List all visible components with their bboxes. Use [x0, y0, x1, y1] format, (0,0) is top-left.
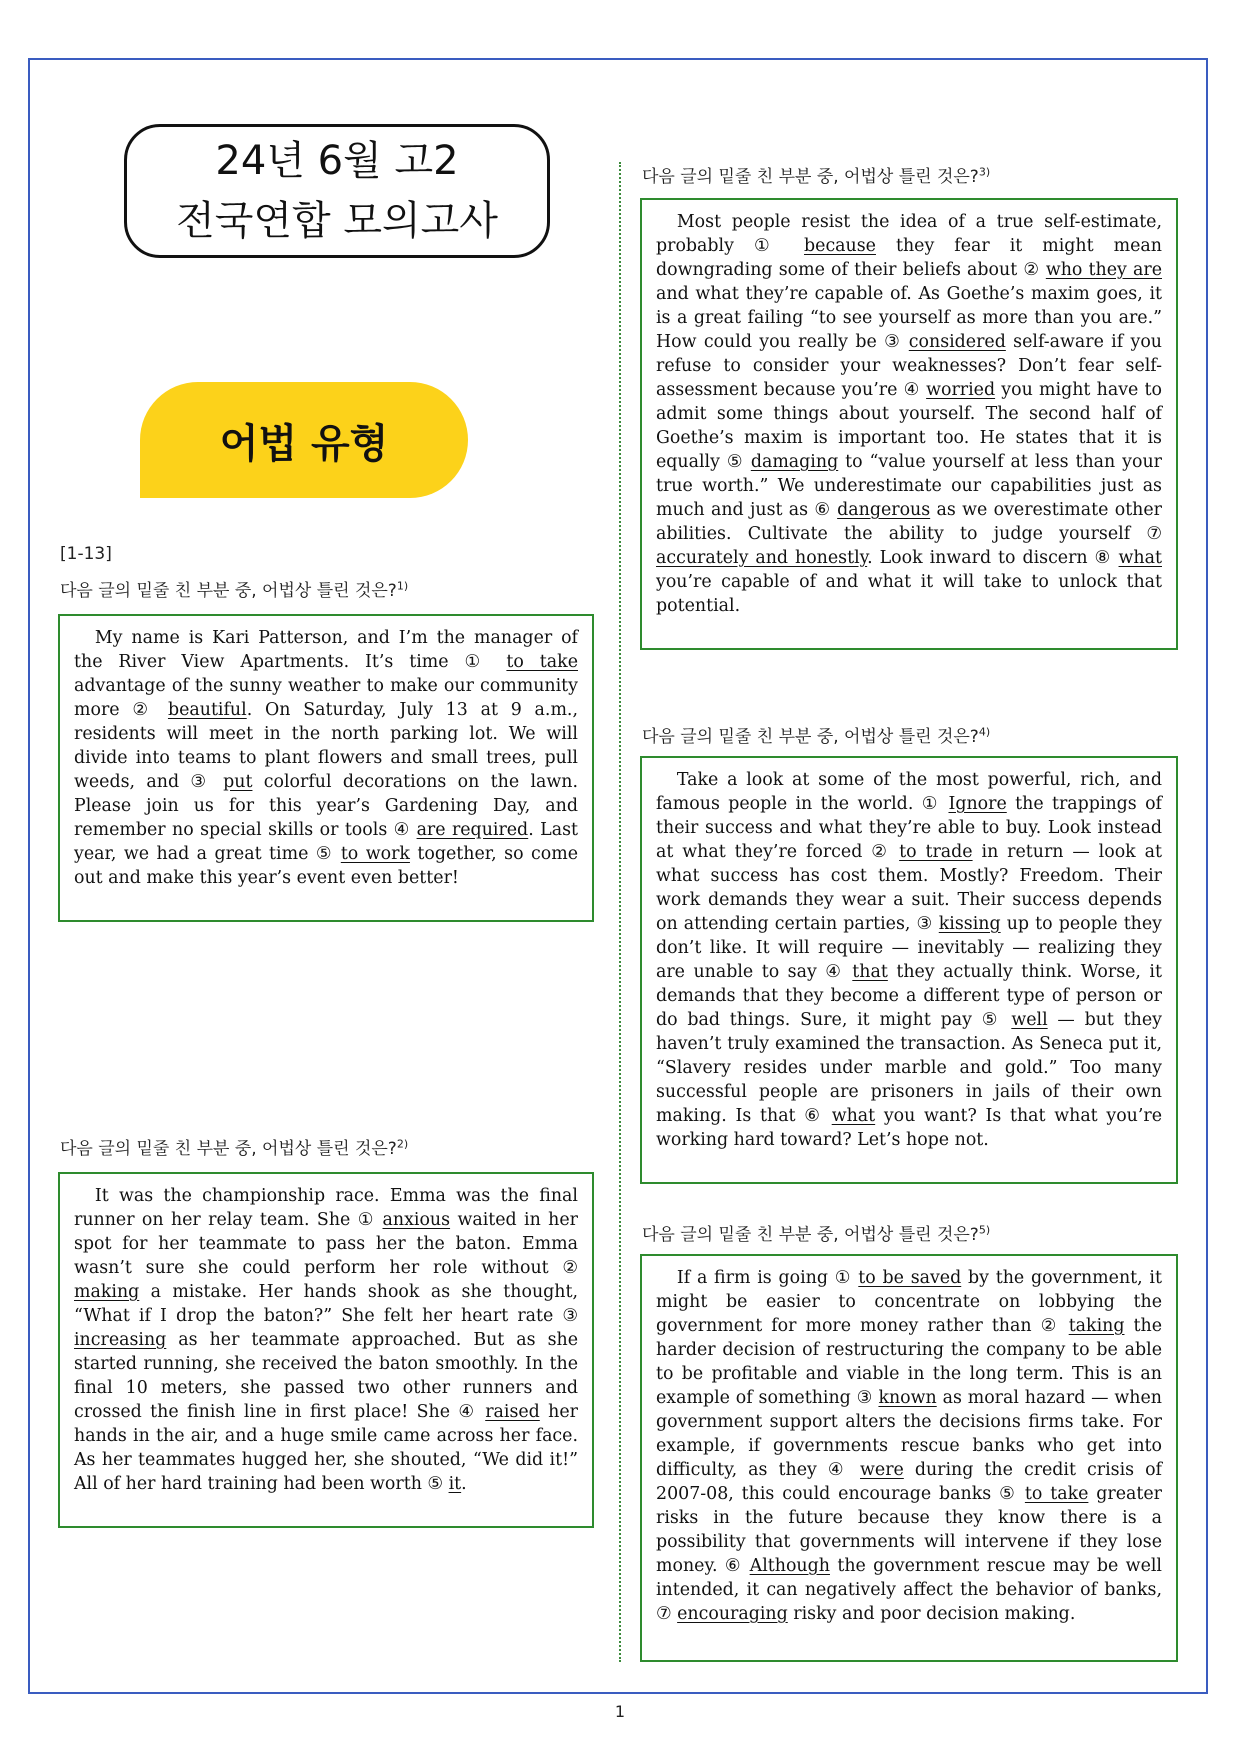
passage-segment: as her teammate approached. But as she started running, she received the baton smoothly. In the final 10 meters, she passed two other runners and crossed the finish line in first place! She ④: [74, 1330, 578, 1422]
underlined-choice: Although: [749, 1556, 830, 1576]
underlined-choice: damaging: [750, 452, 839, 472]
underlined-choice: known: [878, 1388, 937, 1408]
passage-segment: you might have to admit some things about yourself. The second half of Goethe’s maxim is important too. He states that it is equally ⑤: [656, 380, 1163, 472]
passage-segment: self-aware if you refuse to consider your weaknesses? Don’t fear self-assessment because you’re ④: [656, 332, 1162, 400]
passage-box-5: [640, 1254, 1178, 1662]
passage-segment: during the credit crisis of 2007-08, this could encourage banks ⑤: [656, 1460, 1162, 1504]
underlined-choice: to take: [506, 652, 578, 672]
passage-segment: the government rescue may be well intended, it can negatively affect the behavior of banks, ⑦: [656, 1556, 1162, 1624]
underlined-choice: beautiful: [167, 700, 247, 720]
passage-segment: It was the championship race. Emma was the final runner on her relay team. She ①: [74, 1186, 578, 1230]
underlined-choice: encouraging: [677, 1604, 788, 1624]
passage-segment: Take a look at some of the most powerful, rich, and famous people in the world. ①: [656, 770, 1162, 814]
underlined-choice: taking: [1068, 1316, 1125, 1336]
passage-text: [74, 626, 578, 890]
underlined-choice: put: [223, 772, 253, 792]
passage-box-2: [58, 1172, 594, 1528]
underlined-choice: what: [1118, 548, 1162, 568]
question-title-5: [642, 1220, 990, 1245]
passage-segment: Most people resist the idea of a true self-estimate, probably ①: [656, 212, 1162, 256]
underlined-choice: making: [74, 1282, 140, 1302]
passage-segment: by the government, it might be easier to concentrate on lobbying the government for more money rather than ②: [656, 1268, 1162, 1336]
page-number: 1: [614, 1702, 626, 1721]
underlined-choice: anxious: [382, 1210, 451, 1230]
passage-segment: in return — look at what success has cost them. Mostly? Freedom. Their work demands they wear a suit. Their success depends on attending certain parties, ③: [656, 842, 1162, 934]
underlined-choice: considered: [908, 332, 1006, 352]
footnote-ref: 4): [978, 725, 991, 739]
passage-segment: .: [461, 1474, 467, 1494]
passage-segment: . Last year, we had a great time ⑤: [74, 820, 578, 864]
underlined-choice: that: [852, 962, 888, 982]
question-title-text: 다음 글의 밑줄 친 부분 중, 어법상 틀린 것은?: [642, 727, 979, 747]
underlined-choice: raised: [485, 1402, 540, 1422]
column-divider: [619, 162, 621, 1662]
passage-segment: her hands in the air, and a huge smile came across her face. As her teammates hugged her, she shouted, “We did it!” All of her hard training had been worth ⑤: [74, 1402, 578, 1494]
passage-segment: you want? Is that what you’re working hard toward? Let’s hope not.: [656, 1106, 1162, 1150]
section-badge: 어법 유형: [140, 382, 468, 498]
footnote-ref: 1): [396, 579, 409, 593]
passage-segment: you’re capable of and what it will take to unlock that potential.: [656, 572, 1162, 616]
underlined-choice: to trade: [899, 842, 973, 862]
underlined-choice: because: [804, 236, 876, 256]
passage-segment: up to people they don’t like. It will require — inevitably — realizing they are unable to say ④: [656, 914, 1162, 982]
question-title-4: [642, 722, 990, 747]
passage-segment: a mistake. Her hands shook as she thought, “What if I drop the baton?” She felt her heart rate ③: [74, 1282, 578, 1326]
passage-segment: greater risks in the future because they know there is a possibility that governments will intervene if they lose money. ⑥: [656, 1484, 1162, 1576]
underlined-choice: worried: [926, 380, 996, 400]
passage-segment: If a firm is going ①: [676, 1268, 859, 1288]
question-title-3: [642, 162, 990, 187]
footnote-ref: 5): [978, 1223, 991, 1237]
passage-box-1: [58, 614, 594, 922]
underlined-choice: dangerous: [837, 500, 931, 520]
underlined-choice: are required: [416, 820, 529, 840]
passage-segment: as we overestimate other abilities. Cultivate the ability to judge yourself ⑦: [656, 500, 1162, 544]
underlined-choice: who they are: [1045, 260, 1162, 280]
passage-segment: together, so come out and make this year’s event even better!: [74, 844, 578, 888]
passage-segment: they actually think. Worse, it demands that they become a different type of person or do bad things. Sure, it might pay ⑤: [656, 962, 1162, 1030]
exam-title-line1: 24년 6월 고2: [215, 138, 459, 184]
question-range: [1-13]: [60, 544, 112, 564]
underlined-choice: to take: [1024, 1484, 1089, 1504]
passage-text: [74, 1184, 578, 1496]
underlined-choice: kissing: [938, 914, 1001, 934]
underlined-choice: increasing: [74, 1330, 167, 1350]
underlined-choice: to work: [340, 844, 410, 864]
passage-segment: colorful decorations on the lawn. Please join us for this year’s Gardening Day, and remember no special skills or tools ④: [74, 772, 578, 840]
passage-segment: the trappings of their success and what they’re able to buy. Look instead at what they’re forced ②: [656, 794, 1162, 862]
passage-segment: advantage of the sunny weather to make our community more ②: [74, 676, 578, 720]
passage-segment: — but they haven’t truly examined the transaction. As Seneca put it, “Slavery resides under marble and gold.” Too many successful people are prisoners in jails of their own making. Is that ⑥: [656, 1010, 1162, 1126]
question-title-text: 다음 글의 밑줄 친 부분 중, 어법상 틀린 것은?: [642, 1225, 979, 1245]
question-title-text: 다음 글의 밑줄 친 부분 중, 어법상 틀린 것은?: [642, 167, 979, 187]
exam-title-box: [124, 124, 550, 258]
passage-segment: waited in her spot for her teammate to pass her the baton. Emma wasn’t sure she could perform her role without ②: [74, 1210, 578, 1278]
question-title-2: [60, 1134, 408, 1159]
question-title-text: 다음 글의 밑줄 친 부분 중, 어법상 틀린 것은?: [60, 581, 397, 601]
passage-segment: as moral hazard — when government support alters the decisions firms take. For example, if governments rescue banks who get into difficulty, as they ④: [656, 1388, 1162, 1480]
passage-text: [656, 1266, 1162, 1626]
passage-text: [656, 210, 1162, 618]
underlined-choice: what: [831, 1106, 876, 1126]
exam-title-line2: 전국연합 모의고사: [176, 198, 498, 244]
passage-segment: . Look inward to discern ⑧: [867, 548, 1119, 568]
underlined-choice: it: [448, 1474, 462, 1494]
passage-segment: the harder decision of restructuring the company to be able to be profitable and viable in the long term. This is an example of something ③: [656, 1316, 1162, 1408]
underlined-choice: were: [860, 1460, 904, 1480]
passage-segment: they fear it might mean downgrading some of their beliefs about ②: [656, 236, 1162, 280]
underlined-choice: Ignore: [948, 794, 1007, 814]
passage-box-4: [640, 756, 1178, 1184]
question-title-1: [60, 576, 408, 601]
footnote-ref: 3): [978, 165, 991, 179]
passage-segment: and what they’re capable of. As Goethe’s maxim goes, it is a great failing “to see yourself as more than you are.” How could you really be ③: [656, 284, 1162, 352]
passage-segment: My name is Kari Patterson, and I’m the manager of the River View Apartments. It’s time ①: [74, 628, 578, 672]
underlined-choice: well: [1011, 1010, 1048, 1030]
passage-text: [656, 768, 1162, 1152]
underlined-choice: to be saved: [858, 1268, 962, 1288]
footnote-ref: 2): [396, 1137, 409, 1151]
passage-segment: risky and poor decision making.: [787, 1604, 1076, 1624]
question-title-text: 다음 글의 밑줄 친 부분 중, 어법상 틀린 것은?: [60, 1139, 397, 1159]
passage-box-3: [640, 198, 1178, 650]
underlined-choice: accurately and honestly: [656, 548, 868, 568]
passage-segment: . On Saturday, July 13 at 9 a.m., residents will meet in the north parking lot. We will divide into teams to plant flowers and small trees, pull weeds, and ③: [74, 700, 578, 792]
passage-segment: to “value yourself at less than your true worth.” We underestimate our capabilities just as much and just as ⑥: [656, 452, 1162, 520]
